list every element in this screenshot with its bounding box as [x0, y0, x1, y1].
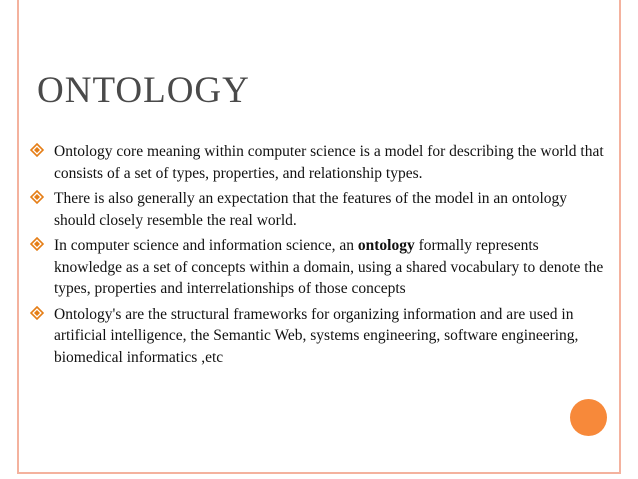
bullet-list	[30, 141, 605, 372]
diamond-bullet-icon	[30, 190, 44, 204]
bullet-item	[30, 304, 605, 369]
decorative-circle	[570, 399, 607, 436]
bullet-text: There is also generally an expectation that the features of the model in an ontology should closely resemble the real world.	[54, 190, 568, 229]
bullet-item	[30, 235, 605, 300]
bullet-text: Ontology's are the structural frameworks for organizing information and are used in artificial intelligence, the Semantic Web, systems engineering, software engineering, biomedical informatics ,etc	[54, 305, 579, 366]
diamond-bullet-icon	[30, 237, 44, 251]
bullet-text-after: formally represents knowledge as a set of concepts within a domain, using a shared vocabulary to denote the types, properties and interrelationships of those concepts	[54, 237, 604, 297]
bullet-text-bold: ontology	[357, 237, 415, 254]
diamond-bullet-icon	[30, 143, 44, 157]
bullet-item	[30, 141, 605, 184]
diamond-bullet-icon	[30, 306, 44, 320]
slide-title: ONTOLOGY	[37, 70, 250, 111]
bullet-text-before: In computer science and information science, an	[54, 237, 358, 254]
bullet-item	[30, 188, 605, 231]
bullet-text: Ontology core meaning within computer science is a model for describing the world that consists of a set of types, properties, and relationship types.	[54, 143, 604, 182]
